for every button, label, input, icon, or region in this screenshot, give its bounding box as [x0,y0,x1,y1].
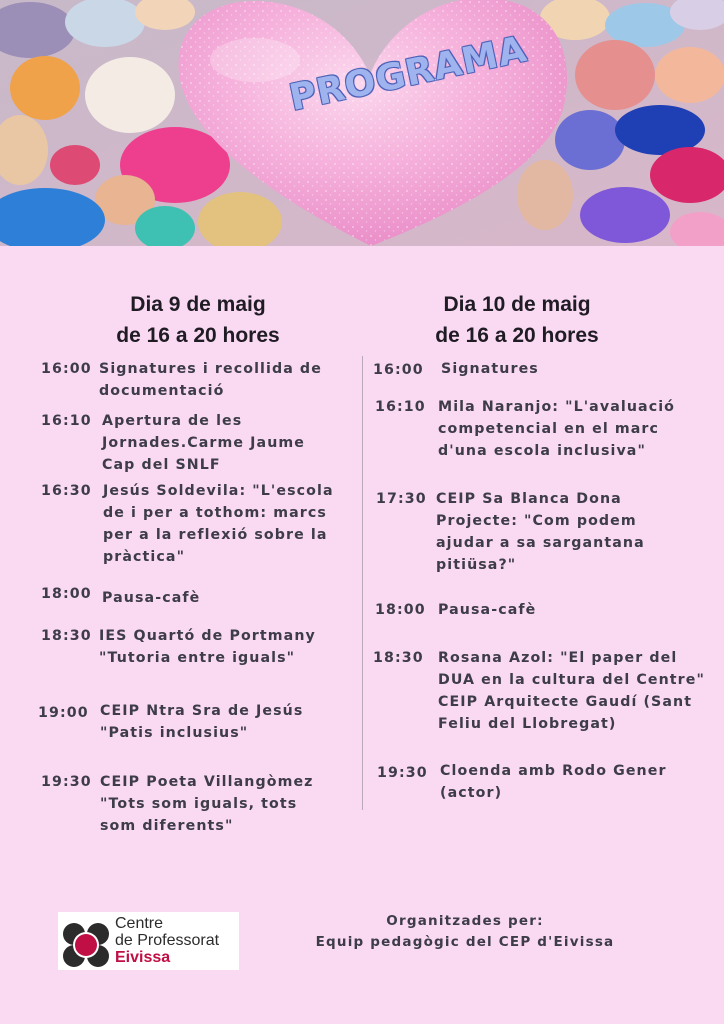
item-line: CEIP Poeta Villangòmez [100,774,314,790]
day-1-date: Dia 9 de maig [130,293,266,316]
item-line: "Tutoria entre iguals" [99,650,296,666]
item-line: Jornades.Carme Jaume [102,435,305,451]
item-line: Cloenda amb Rodo Gener [440,763,667,779]
item-time: 19:30 [377,765,428,781]
item-description [438,396,675,462]
item-time: 16:10 [41,413,92,429]
item-line: CEIP Ntra Sra de Jesús [100,703,304,719]
item-line: pitiüsa?" [436,557,517,573]
item-line: Mila Naranjo: "L'avaluació [438,399,676,415]
item-line: CEIP Arquitecte Gaudí (Sant [438,694,693,710]
organizers-name: Equip pedagògic del CEP d'Eivissa [315,934,615,950]
item-line: Pausa-cafè [438,602,537,618]
item-time: 16:00 [41,361,92,377]
logo-line: de Professorat [115,932,220,949]
item-description [102,587,200,609]
item-time: 17:30 [376,491,427,507]
item-line: Feliu del Llobregat) [438,716,617,732]
cep-flower-logo-icon [60,919,112,971]
logo-line: Centre [115,915,164,932]
logo-line-accent: Eivissa [115,949,171,966]
item-line: "Tots som iguals, tots [100,796,298,812]
item-line: competencial en el marc [438,421,660,437]
item-line: som diferents" [100,818,234,834]
day-1-heading [80,289,316,351]
item-description [103,480,334,568]
item-description [100,771,314,837]
item-line: IES Quartó de Portmany [99,628,316,644]
item-line: Cap del SNLF [102,457,221,473]
day-2-heading [395,289,639,351]
item-line: ajudar a sa sargantana [436,535,645,551]
day-2-date: Dia 10 de maig [443,293,591,316]
column-divider [362,356,363,810]
cep-logo [58,912,239,970]
item-line: Apertura de les [102,413,243,429]
item-description [440,760,667,804]
item-time: 19:00 [38,705,89,721]
item-time: 18:00 [41,586,92,602]
item-line: Projecte: "Com podem [436,513,637,529]
item-description [99,358,322,402]
organizers-label: Organitzades per: [386,913,544,929]
item-line: (actor) [440,785,503,801]
item-line: pràctica" [103,549,186,565]
item-line: Pausa-cafè [102,590,201,606]
item-description [441,358,539,380]
item-line: "Patis inclusius" [100,725,249,741]
item-time: 16:00 [373,362,424,378]
program-title: PROGRAMA [286,28,531,120]
item-time: 18:00 [375,602,426,618]
item-line: Signatures i recollida de [99,361,322,377]
organizers-note [290,911,640,953]
item-description [102,410,305,476]
item-line: DUA en la cultura del Centre" [438,672,705,688]
item-line: Jesús Soldevila: "L'escola [103,483,334,499]
item-time: 18:30 [373,650,424,666]
item-description [99,625,316,669]
item-line: d'una escola inclusiva" [438,443,646,459]
hero-image [0,0,724,246]
item-description [436,488,645,576]
item-line: per a la reflexió sobre la [103,527,328,543]
day-1-hours: de 16 a 20 hores [116,324,280,347]
item-line: Signatures [441,361,539,377]
logo-text [115,915,219,966]
item-description [438,647,705,735]
item-time: 16:10 [375,399,426,415]
item-line: CEIP Sa Blanca Dona [436,491,622,507]
heart-stones-illustration [0,0,724,246]
item-line: Rosana Azol: "El paper del [438,650,678,666]
item-line: de i per a tothom: marcs [103,505,327,521]
item-time: 19:30 [41,774,92,790]
day-2-hours: de 16 a 20 hores [435,324,599,347]
item-description [438,599,536,621]
item-description [100,700,303,744]
item-line: documentació [99,383,225,399]
item-time: 16:30 [41,483,92,499]
item-time: 18:30 [41,628,92,644]
